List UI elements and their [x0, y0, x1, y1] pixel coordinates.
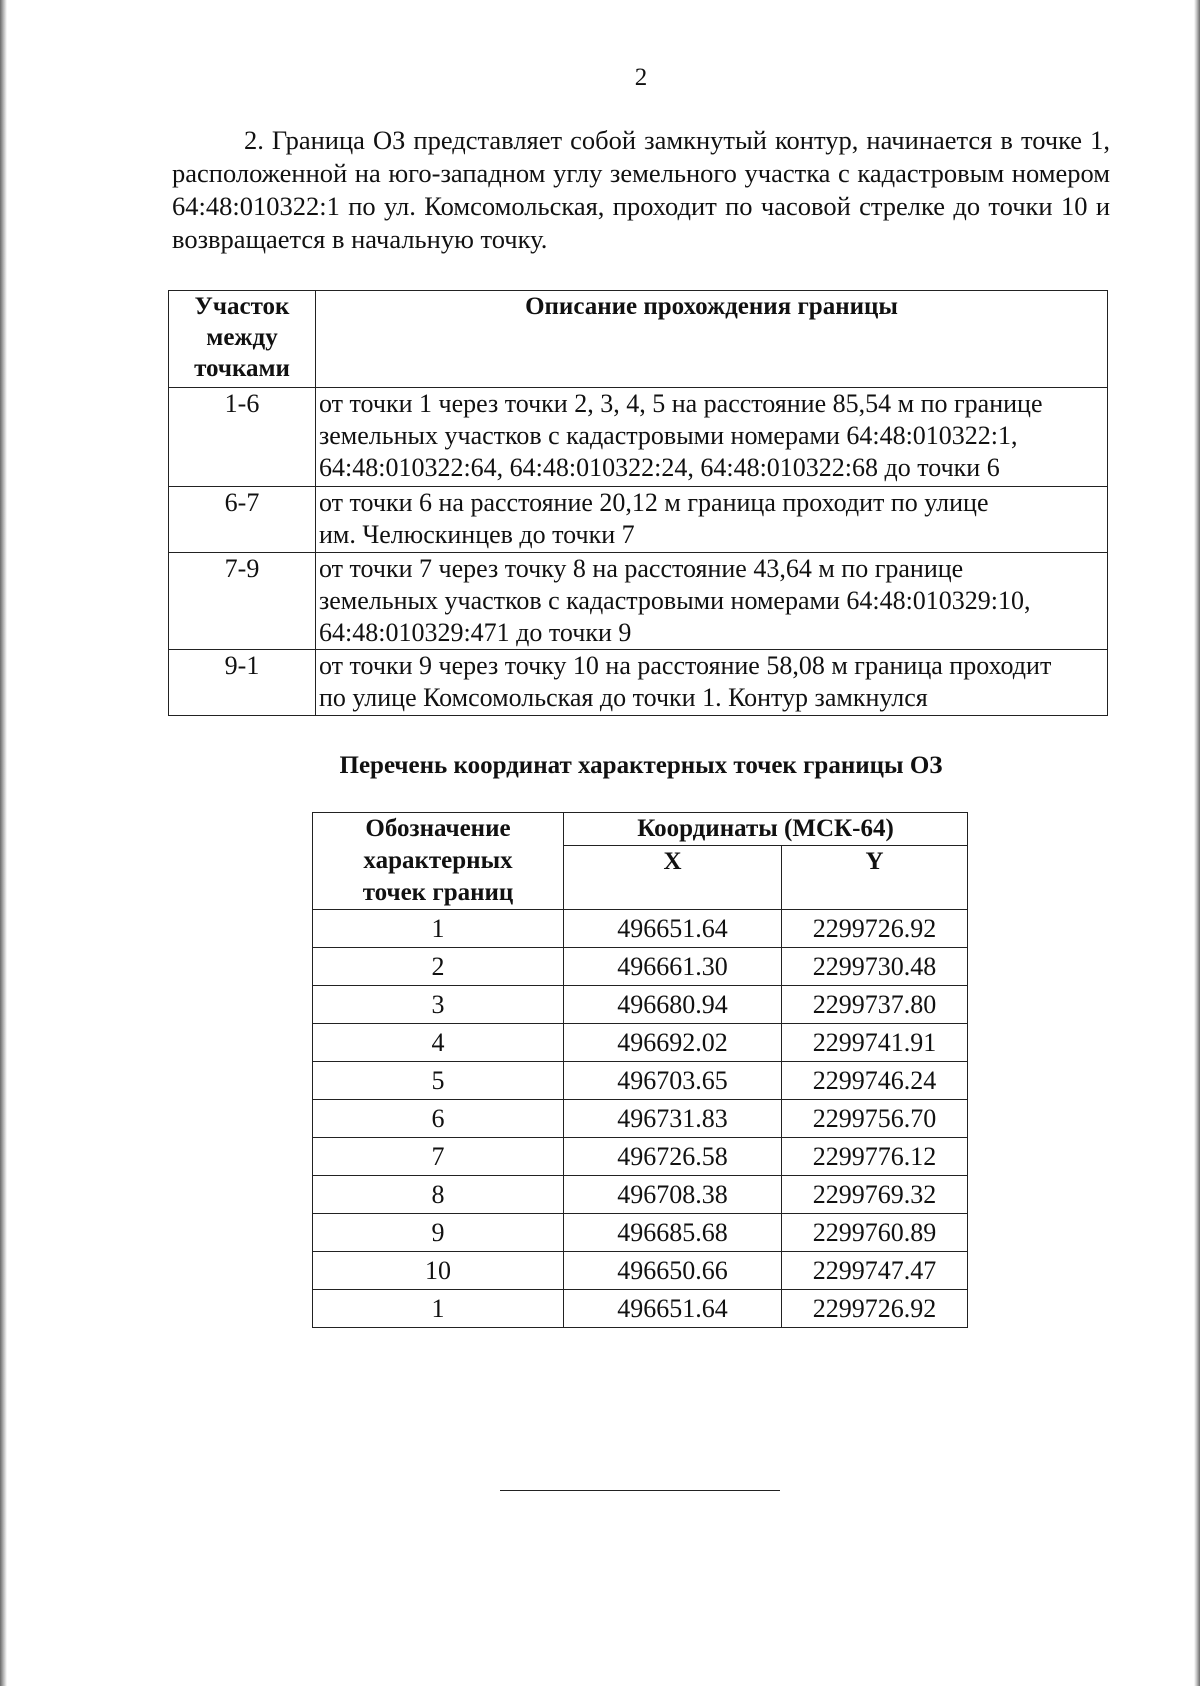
table-row: [313, 1290, 968, 1328]
segment-header-line: точками: [194, 355, 290, 382]
table-row: [169, 650, 1108, 716]
description-line: 64:48:010322:64, 64:48:010322:24, 64:48:010322:68 до точки 6: [319, 453, 1000, 482]
designation-header-line: Обозначение: [365, 815, 511, 842]
point-cell: 3: [313, 986, 564, 1024]
description-cell: [316, 553, 1108, 650]
y-cell: 2299746.24: [782, 1062, 968, 1100]
x-cell: 496651.64: [564, 1290, 782, 1328]
segment-cell: 7-9: [169, 553, 316, 650]
description-line: от точки 7 через точку 8 на расстояние 43,64 м по границе: [319, 554, 964, 583]
y-cell: 2299737.80: [782, 986, 968, 1024]
x-cell: 496731.83: [564, 1100, 782, 1138]
table-row: [169, 553, 1108, 650]
table-row: [313, 948, 968, 986]
description-line: от точки 9 через точку 10 на расстояние 58,08 м граница проходит: [319, 651, 1052, 680]
x-cell: 496708.38: [564, 1176, 782, 1214]
table-row: [313, 1138, 968, 1176]
x-cell: 496680.94: [564, 986, 782, 1024]
table-row: [169, 487, 1108, 553]
table-row: [313, 1176, 968, 1214]
description-cell: [316, 388, 1108, 487]
description-cell: [316, 650, 1108, 716]
point-cell: 1: [313, 910, 564, 948]
table-row: [169, 388, 1108, 487]
segment-cell: 6-7: [169, 487, 316, 553]
point-cell: 10: [313, 1252, 564, 1290]
point-cell: 5: [313, 1062, 564, 1100]
scan-edge-left: [0, 0, 7, 1686]
segment-header-line: между: [206, 324, 278, 351]
y-cell: 2299726.92: [782, 1290, 968, 1328]
table-row: [313, 910, 968, 948]
intro-paragraph: 2. Граница ОЗ представляет собой замкнутый контур, начинается в точке 1, расположенной на юго-западном углу земельного участка с кадастровым номером 64:48:010322:1 по ул. Комсомольская, проходит по часовой стрелке до точки 10 и возвращается в начальную точку.: [172, 125, 1110, 254]
y-cell: 2299726.92: [782, 910, 968, 948]
x-cell: 496692.02: [564, 1024, 782, 1062]
table-header-row: [313, 813, 968, 846]
segment-header-line: Участок: [194, 293, 290, 320]
point-cell: 4: [313, 1024, 564, 1062]
y-cell: 2299756.70: [782, 1100, 968, 1138]
x-cell: 496685.68: [564, 1214, 782, 1252]
point-cell: 7: [313, 1138, 564, 1176]
y-header: Y: [782, 846, 968, 910]
designation-header: [313, 813, 564, 910]
y-cell: 2299730.48: [782, 948, 968, 986]
y-cell: 2299760.89: [782, 1214, 968, 1252]
description-line: от точки 1 через точки 2, 3, 4, 5 на расстояние 85,54 м по границе: [319, 389, 1043, 418]
description-line: им. Челюскинцев до точки 7: [319, 520, 635, 549]
table-row: [313, 1214, 968, 1252]
table-row: [313, 1062, 968, 1100]
segment-cell: 1-6: [169, 388, 316, 487]
description-header: Описание прохождения границы: [316, 291, 1108, 388]
point-cell: 2: [313, 948, 564, 986]
point-cell: 8: [313, 1176, 564, 1214]
table-row: [313, 1100, 968, 1138]
point-cell: 6: [313, 1100, 564, 1138]
y-cell: 2299741.91: [782, 1024, 968, 1062]
point-cell: 1: [313, 1290, 564, 1328]
scan-edge-right: [1194, 0, 1200, 1686]
x-cell: 496726.58: [564, 1138, 782, 1176]
table-row: [313, 1252, 968, 1290]
x-cell: 496650.66: [564, 1252, 782, 1290]
y-cell: 2299747.47: [782, 1252, 968, 1290]
segment-cell: 9-1: [169, 650, 316, 716]
description-line: земельных участков с кадастровыми номерами 64:48:010322:1,: [319, 421, 1018, 450]
table-row: [313, 986, 968, 1024]
page-number: 2: [634, 64, 648, 91]
table-row: [313, 1024, 968, 1062]
x-cell: 496703.65: [564, 1062, 782, 1100]
coordinates-title: Перечень координат характерных точек границы ОЗ: [339, 752, 943, 779]
coordinates-header: Координаты (МСК-64): [564, 813, 968, 846]
description-line: земельных участков с кадастровыми номерами 64:48:010329:10,: [319, 586, 1031, 615]
x-cell: 496651.64: [564, 910, 782, 948]
x-cell: 496661.30: [564, 948, 782, 986]
x-header: X: [564, 846, 782, 910]
y-cell: 2299776.12: [782, 1138, 968, 1176]
table-header-row: [169, 291, 1108, 388]
description-cell: [316, 487, 1108, 553]
segment-header: [169, 291, 316, 388]
description-line: по улице Комсомольская до точки 1. Контур замкнулся: [319, 683, 928, 712]
footer-divider: [500, 1490, 780, 1491]
point-cell: 9: [313, 1214, 564, 1252]
description-line: 64:48:010329:471 до точки 9: [319, 618, 632, 647]
boundary-description-table: [168, 290, 1108, 716]
coordinates-table: [312, 812, 968, 1328]
designation-header-line: точек границ: [362, 879, 514, 906]
designation-header-line: характерных: [363, 847, 513, 874]
description-line: от точки 6 на расстояние 20,12 м граница проходит по улице: [319, 488, 989, 517]
y-cell: 2299769.32: [782, 1176, 968, 1214]
